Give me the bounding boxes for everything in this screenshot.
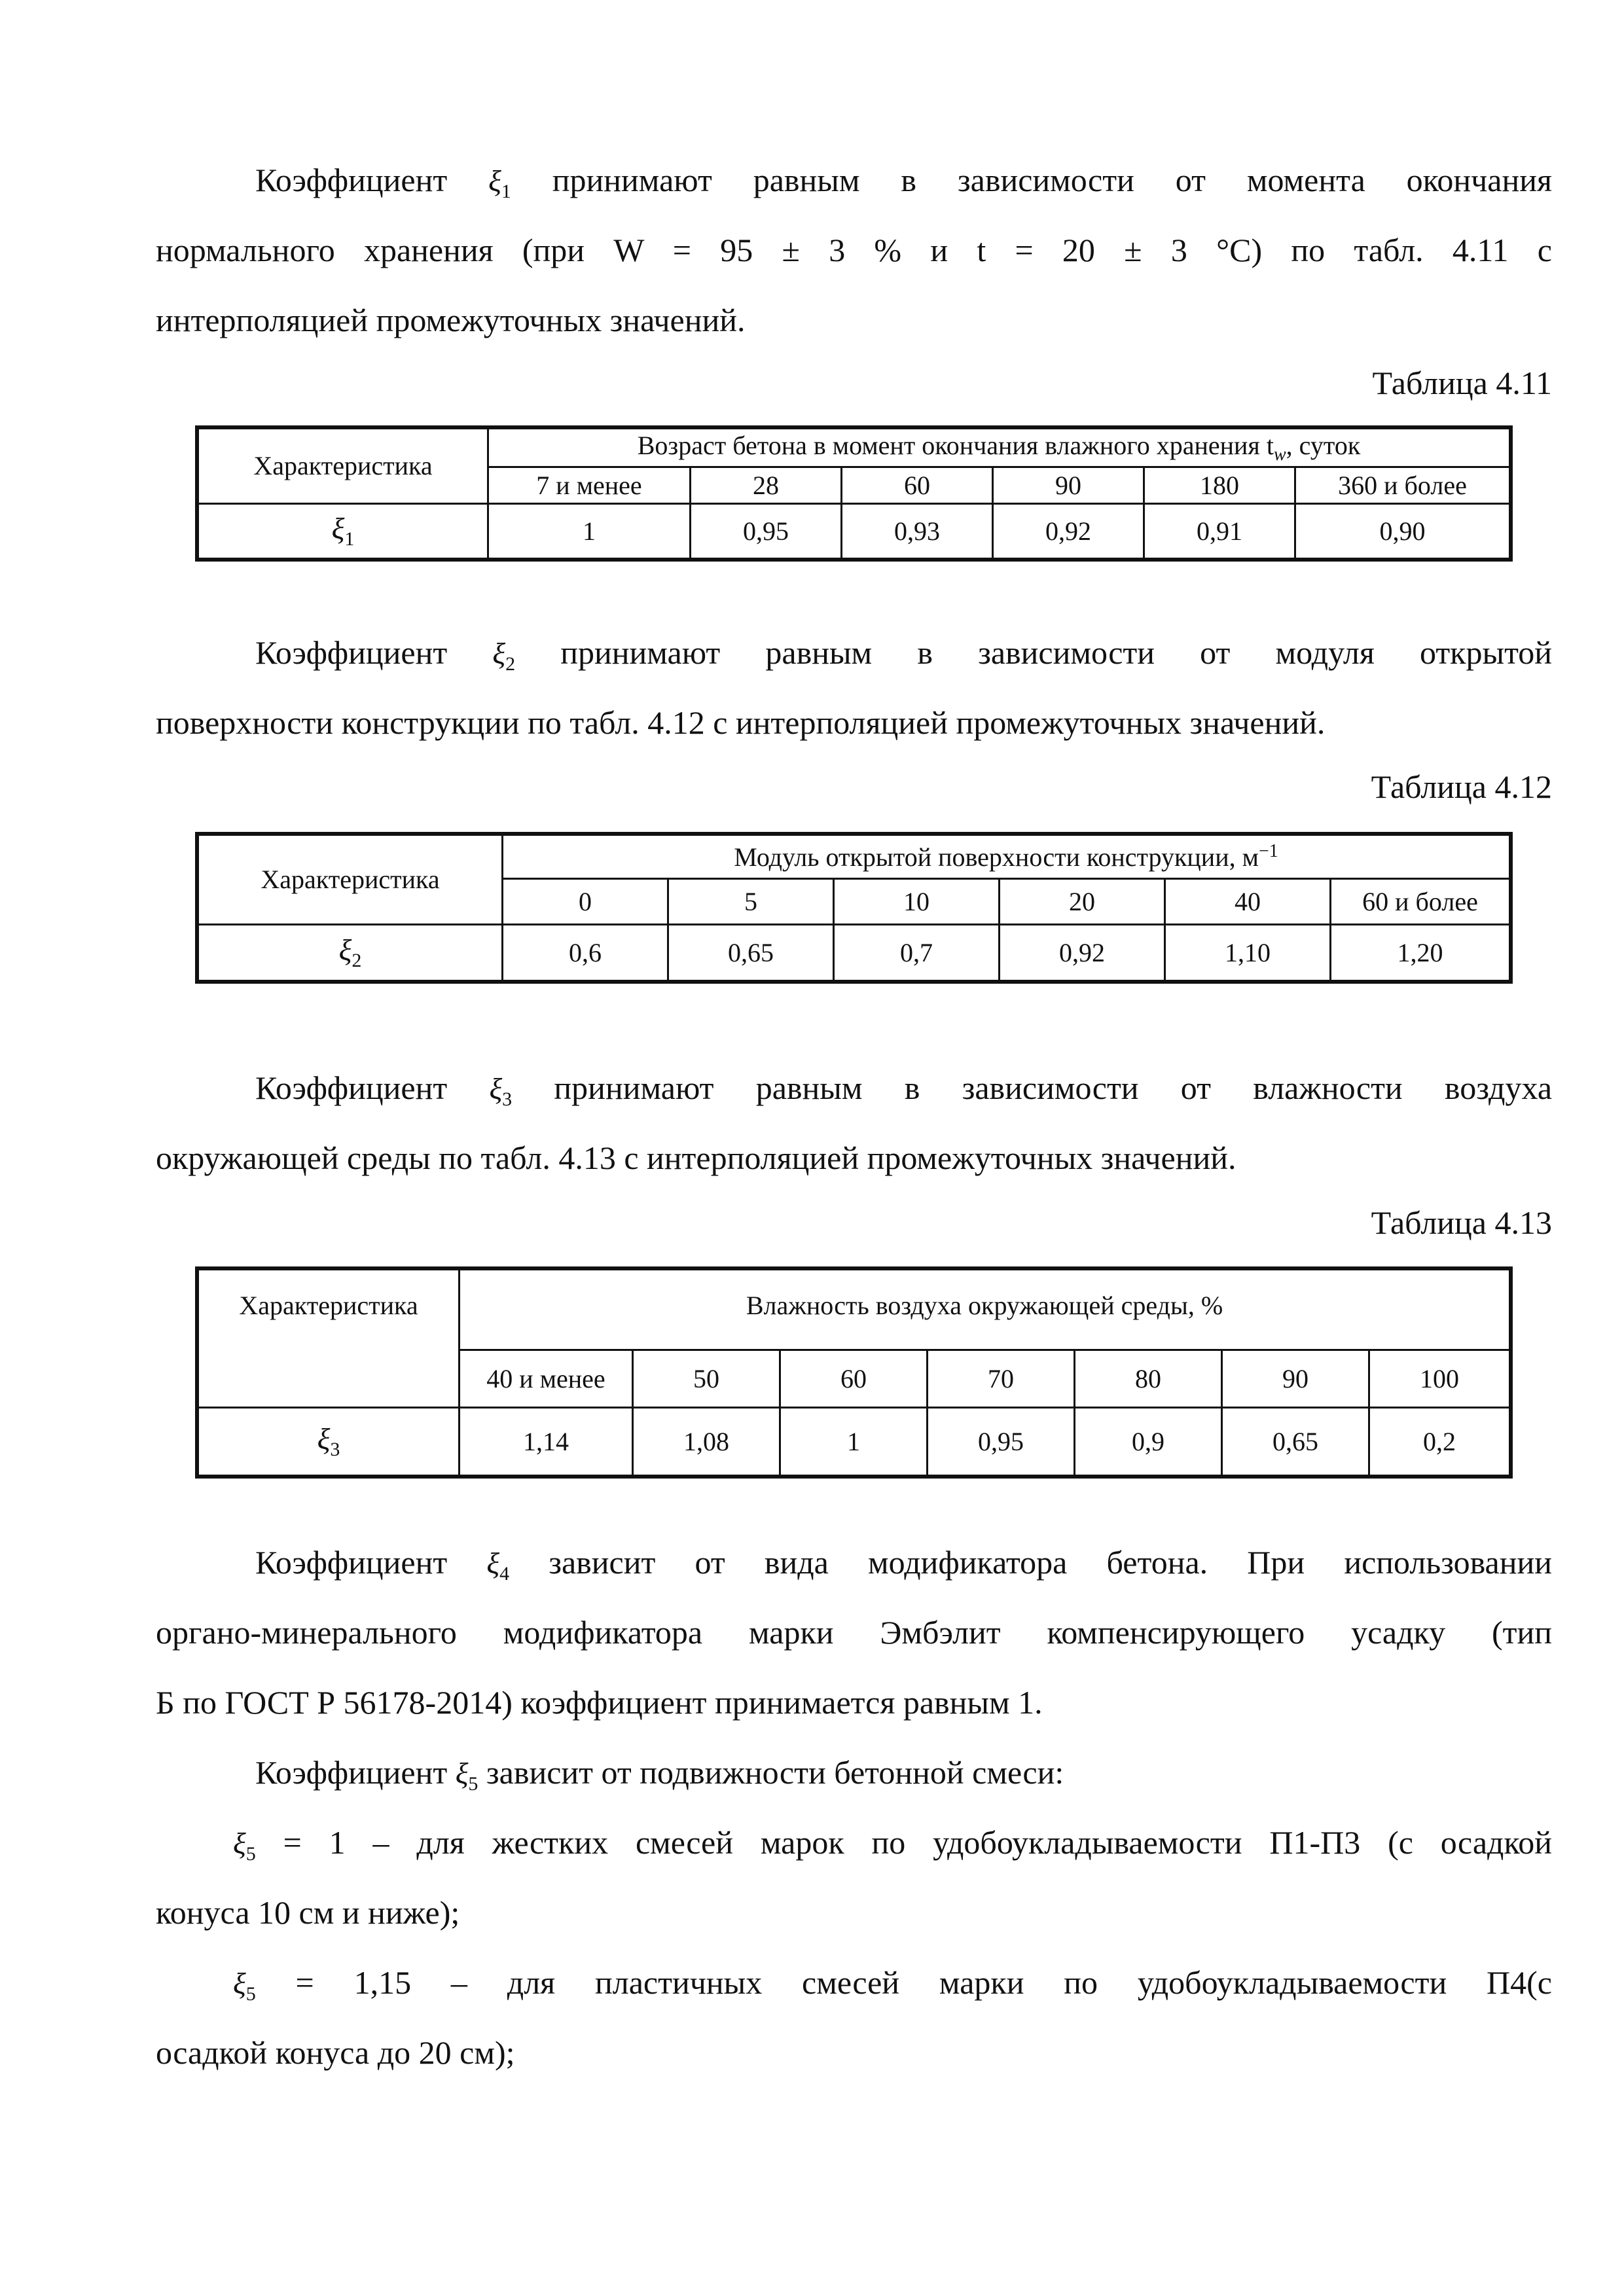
paragraph-xi3 xyxy=(156,1053,1552,1193)
col-header: 100 xyxy=(1369,1350,1511,1407)
paragraph-line: окружающей среды по табл. 4.13 с интерполяцией промежуточных значений. xyxy=(156,1139,1236,1176)
paragraph-line: Коэффициент $\xi_3$ принимают равным в зависимости от влажности воздуха xyxy=(255,1069,1553,1110)
paragraph-line: нормального хранения (при W = 95 ± 3 % и t = 20 ± 3 °С) по табл. 4.11 с xyxy=(156,232,1552,268)
paragraph-line: Б по ГОСТ Р 56178-2014) коэффициент принимается равным 1. xyxy=(156,1684,1043,1721)
cell-value: 0,2 xyxy=(1369,1407,1511,1477)
table-caption: Таблица 4.12 xyxy=(1371,768,1552,805)
row-label: $\xi_2$ xyxy=(197,924,503,982)
paragraph-xi5-plastic xyxy=(156,1948,1552,2088)
header-group: Модуль открытой поверхности конструкции, $м^{-1}$ xyxy=(503,834,1511,878)
col-header: 360 и более xyxy=(1295,467,1511,503)
cell-value: 0,95 xyxy=(691,503,842,560)
xi-symbol: $\xi_5$ xyxy=(455,1757,478,1795)
row-label: $\xi_1$ xyxy=(197,503,488,560)
header-characteristic: Характеристика xyxy=(197,1268,460,1407)
table-caption: Таблица 4.11 xyxy=(1372,365,1552,401)
col-header: 80 xyxy=(1075,1350,1222,1407)
row-label: $\xi_3$ xyxy=(197,1407,460,1477)
paragraph-line: Коэффициент $\xi_2$ принимают равным в зависимости от модуля открытой xyxy=(255,634,1553,675)
cell-value: 1 xyxy=(780,1407,928,1477)
col-header: 60 и более xyxy=(1331,878,1511,924)
col-header: 40 и менее xyxy=(460,1350,633,1407)
cell-value: 0,92 xyxy=(993,503,1144,560)
col-header: 50 xyxy=(633,1350,780,1407)
col-header: 28 xyxy=(691,467,842,503)
xi-symbol: $\xi_5$ xyxy=(233,1967,256,2005)
cell-value: 0,7 xyxy=(834,924,1000,982)
header-characteristic: Характеристика xyxy=(197,427,488,503)
col-header: 5 xyxy=(668,878,834,924)
paragraph-xi2 xyxy=(156,618,1552,758)
cell-value: 0,9 xyxy=(1075,1407,1222,1477)
header-group: Влажность воздуха окружающей среды, % xyxy=(460,1268,1511,1350)
paragraph-xi5 xyxy=(156,1738,1552,1808)
table-4-13 xyxy=(195,1266,1513,1479)
paragraph-line: осадкой конуса до 20 см); xyxy=(156,2034,515,2071)
cell-value: 0,6 xyxy=(503,924,668,982)
cell-value: 0,65 xyxy=(668,924,834,982)
paragraph-xi5-rigid xyxy=(156,1808,1552,1948)
cell-value: 1,20 xyxy=(1331,924,1511,982)
paragraph-line: $\xi_5 = 1$ – для жестких смесей марок по удобоукладываемости П1-П3 (с осадкой xyxy=(233,1824,1552,1865)
paragraph-line: Коэффициент $\xi_1$ принимают равным в зависимости от момента окончания xyxy=(255,162,1553,202)
paragraph-line: Коэффициент $\xi_5$ зависит от подвижности бетонной смеси: xyxy=(255,1754,1064,1795)
xi-symbol: $\xi_1$ xyxy=(488,164,511,202)
cell-value: 1,14 xyxy=(460,1407,633,1477)
header-group: Возраст бетона в момент окончания влажного хранения $t_w$, суток xyxy=(488,427,1511,467)
col-header: 60 xyxy=(780,1350,928,1407)
paragraph-line: $\xi_5 = 1,15$ – для пластичных смесей марки по удобоукладываемости П4(с xyxy=(233,1964,1553,2005)
xi-symbol: $\xi_5$ xyxy=(233,1827,256,1865)
col-header: 7 и менее xyxy=(488,467,691,503)
table-caption: Таблица 4.13 xyxy=(1371,1204,1552,1241)
col-header: 70 xyxy=(928,1350,1075,1407)
cell-value: 0,91 xyxy=(1144,503,1295,560)
header-characteristic: Характеристика xyxy=(197,834,503,924)
col-header: 60 xyxy=(842,467,993,503)
col-header: 10 xyxy=(834,878,1000,924)
xi-symbol: $\xi_2$ xyxy=(492,637,516,675)
col-header: 40 xyxy=(1165,878,1331,924)
table-4-11 xyxy=(195,425,1513,562)
cell-value: 1,10 xyxy=(1165,924,1331,982)
cell-value: 0,93 xyxy=(842,503,993,560)
xi-symbol: $\xi_3$ xyxy=(489,1072,513,1110)
cell-value: 1,08 xyxy=(633,1407,780,1477)
paragraph-xi4 xyxy=(156,1528,1552,1738)
col-header: 0 xyxy=(503,878,668,924)
cell-value: 1 xyxy=(488,503,691,560)
paragraph-line: органо-минерального модификатора марки Эмбэлит компенсирующего усадку (тип xyxy=(156,1614,1552,1651)
paragraph-line: интерполяцией промежуточных значений. xyxy=(156,302,746,338)
col-header: 180 xyxy=(1144,467,1295,503)
cell-value: 0,92 xyxy=(1000,924,1165,982)
table-4-12 xyxy=(195,832,1513,984)
paragraph-line: Коэффициент $\xi_4$ зависит от вида модификатора бетона. При использовании xyxy=(255,1544,1552,1585)
col-header: 90 xyxy=(1222,1350,1369,1407)
cell-value: 0,65 xyxy=(1222,1407,1369,1477)
xi-symbol: $\xi_4$ xyxy=(486,1547,510,1585)
cell-value: 0,90 xyxy=(1295,503,1511,560)
col-header: 90 xyxy=(993,467,1144,503)
col-header: 20 xyxy=(1000,878,1165,924)
cell-value: 0,95 xyxy=(928,1407,1075,1477)
paragraph-line: поверхности конструкции по табл. 4.12 с интерполяцией промежуточных значений. xyxy=(156,704,1326,741)
paragraph-xi1 xyxy=(156,145,1552,355)
paragraph-line: конуса 10 см и ниже); xyxy=(156,1894,460,1931)
